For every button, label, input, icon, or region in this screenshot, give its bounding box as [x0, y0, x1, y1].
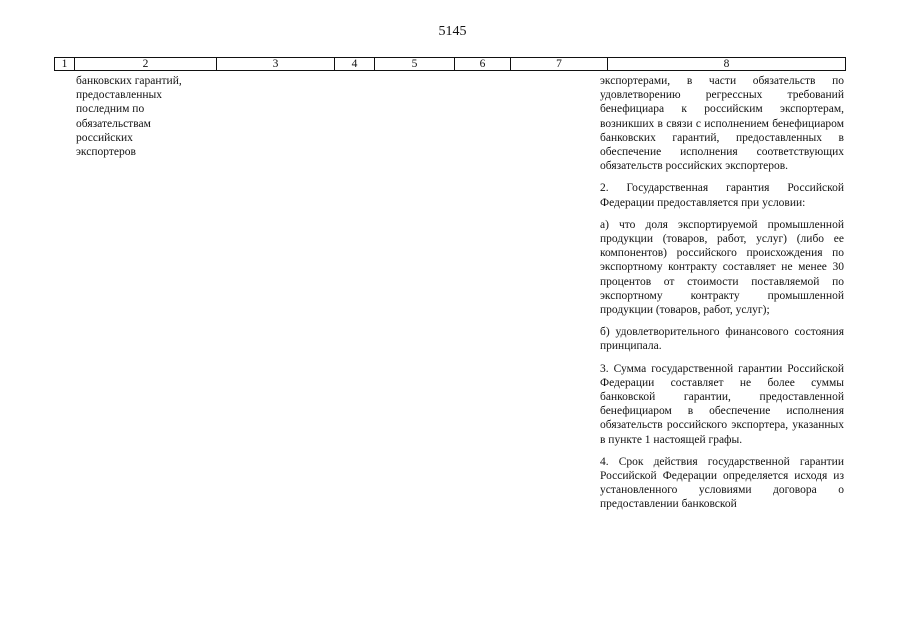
column-number-1: 1 [55, 58, 75, 71]
column-2-line: экспортеров [76, 146, 136, 159]
column-number-2: 2 [75, 58, 217, 71]
column-2-text [76, 74, 216, 159]
column-number-8: 8 [608, 58, 846, 71]
column-number-4: 4 [335, 58, 375, 71]
column-8-paragraph: экспортерами, в части обязательств по удовлетворению регрессных требований бенефициара к российским экспортерам, возникших в связи с исполнением бенефициаром банковских гарантий, предоставленных в обеспечение исполнения соответствующих обязательств российских экспортеров. [600, 75, 844, 173]
column-number-5: 5 [375, 58, 455, 71]
column-2-line: банковских гарантий, [76, 75, 182, 87]
column-2-line: российских [76, 131, 133, 144]
column-8-paragraph: 3. Сумма государственной гарантии Российской Федерации составляет не более суммы банковской гарантии, предоставленной бенефициаром в обеспечение исполнения обязательств российского экспортера, указанных в пункте 1 настоящей графы. [600, 362, 844, 446]
column-8-text [600, 74, 844, 520]
column-8-paragraph: 4. Срок действия государственной гарантии Российской Федерации определяется исходя из установленного условиями договора о предоставлении банковской [600, 455, 844, 511]
column-2-line: последним по [76, 103, 145, 116]
column-header-table [54, 57, 846, 71]
column-2-line: предоставленных [76, 89, 163, 102]
column-number-6: 6 [455, 58, 511, 71]
column-number-3: 3 [217, 58, 335, 71]
column-number-7: 7 [511, 58, 608, 71]
column-8-paragraph: б) удовлетворительного финансового состояния принципала. [600, 326, 844, 353]
page-number: 5145 [438, 24, 467, 39]
column-8-paragraph: 2. Государственная гарантия Российской Федерации предоставляется при условии: [600, 182, 844, 209]
column-8-paragraph: а) что доля экспортируемой промышленной продукции (товаров, работ, услуг) (либо ее компонентов) российского происхождения по экспортному контракту составляет не менее 30 процентов от стоимости поставляемой по экспортному контракту промышленной продукции (товаров, работ, услуг); [600, 218, 844, 317]
column-2-line: обязательствам [76, 117, 151, 130]
column-header-row [55, 58, 846, 71]
